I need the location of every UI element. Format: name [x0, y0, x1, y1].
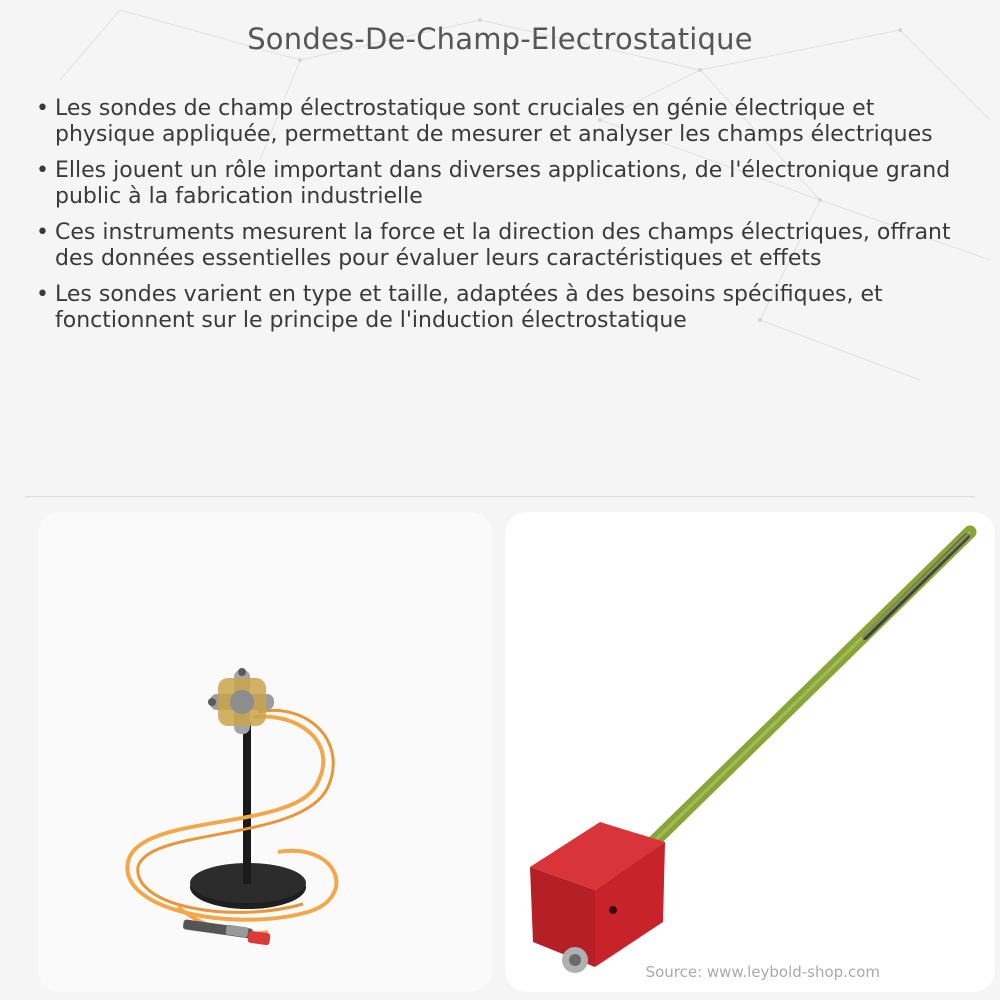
page-title: Sondes-De-Champ-Electrostatique: [247, 22, 753, 56]
bullet-dot: •: [36, 96, 49, 121]
field-probe-illustration: [38, 512, 493, 992]
bullet-dot: •: [36, 282, 49, 307]
bullet-text: Les sondes varient en type et taille, adaptées à des besoins spécifiques, et fonctionnent sur le principe de l'induction électrostatique: [55, 282, 883, 333]
bullet-list: [30, 96, 960, 344]
section-divider: [25, 496, 975, 497]
electrostatic-rod-photo: [505, 512, 995, 992]
bullet-item: [30, 96, 960, 148]
bullet-item: [30, 220, 960, 272]
bullet-dot: •: [36, 158, 49, 183]
bullet-item: [30, 158, 960, 210]
bullet-item: [30, 282, 960, 334]
field-probe-photo: [38, 512, 493, 992]
bullet-dot: •: [36, 220, 49, 245]
electrostatic-rod-illustration: [505, 512, 995, 992]
source-credit: Source: www.leybold-shop.com: [645, 963, 880, 981]
bullet-text: Ces instruments mesurent la force et la direction des champs électriques, offrant des données essentielles pour évaluer leurs caractéristiques et effets: [55, 220, 951, 271]
bullet-text: Elles jouent un rôle important dans diverses applications, de l'électronique grand public à la fabrication industrielle: [55, 158, 951, 209]
bullet-text: Les sondes de champ électrostatique sont cruciales en génie électrique et physique appliquée, permettant de mesurer et analyser les champs électriques: [55, 96, 933, 147]
